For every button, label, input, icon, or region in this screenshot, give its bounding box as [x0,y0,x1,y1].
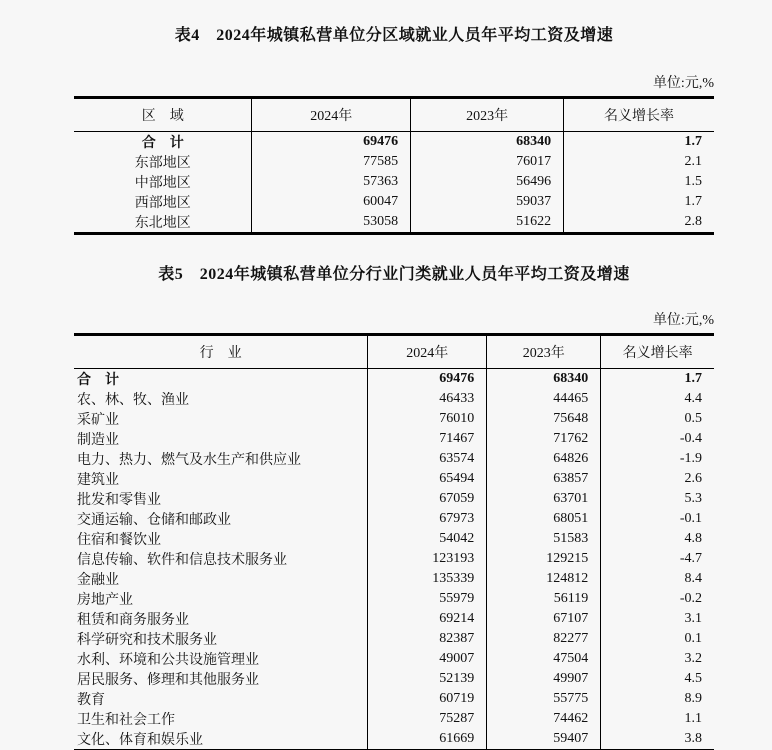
growth-rate-cell: 0.1 [601,629,714,649]
table5-section [74,235,714,750]
table5-column-header-2024: 2024年 [368,335,487,369]
value-2024-cell: 71467 [368,429,487,449]
growth-rate-cell: 1.7 [601,369,714,390]
value-2024-cell: 67059 [368,489,487,509]
row-label-cell: 中部地区 [134,176,191,191]
value-2023-cell: 76017 [411,152,564,172]
table-row [74,389,714,409]
growth-rate-cell: 2.8 [564,212,714,234]
row-label-cell: 批发和零售业 [77,493,161,508]
table4-column-header-growth: 名义增长率 [564,98,714,132]
growth-rate-cell: -4.7 [601,549,714,569]
value-2024-cell: 61669 [368,729,487,750]
table-row [74,409,714,429]
table-row [74,469,714,489]
value-2024-cell: 65494 [368,469,487,489]
growth-rate-cell: 4.4 [601,389,714,409]
table-row [74,509,714,529]
value-2024-cell: 46433 [368,389,487,409]
table-row [74,212,714,234]
value-2024-cell: 77585 [252,152,411,172]
table5-column-header-industry: 行 业 [199,346,242,361]
row-label-cell: 农、林、牧、渔业 [77,393,189,408]
row-label-cell: 东北地区 [134,216,191,231]
value-2023-cell: 59037 [411,192,564,212]
table5-header [74,335,714,369]
value-2024-cell: 75287 [368,709,487,729]
row-label-cell: 房地产业 [77,593,133,608]
growth-rate-cell: -0.2 [601,589,714,609]
row-label-cell: 建筑业 [77,473,119,488]
table4-column-header-region: 区 域 [141,109,184,124]
growth-rate-cell: 1.1 [601,709,714,729]
table-row [74,132,714,153]
table5-column-header-growth: 名义增长率 [601,335,714,369]
row-label-cell: 采矿业 [77,413,119,428]
table4-unit-label: 单位:元,% [652,76,714,91]
table-row [74,589,714,609]
value-2023-cell: 67107 [487,609,601,629]
table-row [74,429,714,449]
value-2023-cell: 63701 [487,489,601,509]
table5-header-row [74,335,714,369]
table-row [74,549,714,569]
value-2023-cell: 47504 [487,649,601,669]
value-2023-cell: 71762 [487,429,601,449]
growth-rate-cell: 3.1 [601,609,714,629]
value-2023-cell: 74462 [487,709,601,729]
table4-column-header-2024: 2024年 [252,98,411,132]
growth-rate-cell: -0.1 [601,509,714,529]
table4-column-header-2023: 2023年 [411,98,564,132]
value-2023-cell: 75648 [487,409,601,429]
value-2024-cell: 67973 [368,509,487,529]
row-label-cell: 水利、环境和公共设施管理业 [77,653,259,668]
table4-header [74,98,714,132]
value-2023-cell: 55775 [487,689,601,709]
row-label-cell: 合 计 [77,373,119,388]
growth-rate-cell: -1.9 [601,449,714,469]
value-2024-cell: 60719 [368,689,487,709]
row-label-cell: 东部地区 [134,156,191,171]
row-label-cell: 信息传输、软件和信息技术服务业 [77,553,287,568]
row-label-cell: 交通运输、仓储和邮政业 [77,513,231,528]
table-row [74,369,714,390]
document-content [74,0,714,750]
growth-rate-cell: 2.6 [601,469,714,489]
growth-rate-cell: 0.5 [601,409,714,429]
value-2023-cell: 56496 [411,172,564,192]
value-2024-cell: 82387 [368,629,487,649]
row-label-cell: 文化、体育和娱乐业 [77,733,203,748]
table-row [74,172,714,192]
growth-rate-cell: 4.8 [601,529,714,549]
table-row [74,629,714,649]
value-2024-cell: 60047 [252,192,411,212]
growth-rate-cell: 1.7 [564,132,714,153]
value-2024-cell: 123193 [368,549,487,569]
table-row [74,669,714,689]
table-row [74,569,714,589]
row-label-cell: 居民服务、修理和其他服务业 [77,673,259,688]
row-label-cell: 合 计 [141,136,184,151]
value-2023-cell: 129215 [487,549,601,569]
table-row [74,529,714,549]
row-label-cell: 金融业 [77,573,119,588]
table-row [74,609,714,629]
table-row [74,649,714,669]
row-label-cell: 电力、热力、燃气及水生产和供应业 [77,453,301,468]
value-2023-cell: 56119 [487,589,601,609]
table-row [74,729,714,750]
row-label-cell: 西部地区 [134,196,191,211]
value-2024-cell: 57363 [252,172,411,192]
table5-body [74,369,714,750]
value-2023-cell: 68051 [487,509,601,529]
value-2024-cell: 55979 [368,589,487,609]
table5-column-header-2023: 2023年 [487,335,601,369]
table4-body [74,132,714,234]
table4-section [74,0,714,235]
row-label-cell: 教育 [77,693,105,708]
value-2024-cell: 53058 [252,212,411,234]
value-2024-cell: 76010 [368,409,487,429]
table-row [74,152,714,172]
value-2024-cell: 54042 [368,529,487,549]
value-2023-cell: 44465 [487,389,601,409]
value-2024-cell: 52139 [368,669,487,689]
growth-rate-cell: 8.4 [601,569,714,589]
growth-rate-cell: 5.3 [601,489,714,509]
table4-header-row [74,98,714,132]
table-row [74,709,714,729]
value-2023-cell: 124812 [487,569,601,589]
value-2023-cell: 49907 [487,669,601,689]
value-2023-cell: 68340 [411,132,564,153]
growth-rate-cell: 2.1 [564,152,714,172]
table5 [74,333,714,750]
table-row [74,192,714,212]
growth-rate-cell: 8.9 [601,689,714,709]
growth-rate-cell: -0.4 [601,429,714,449]
value-2024-cell: 69214 [368,609,487,629]
growth-rate-cell: 3.2 [601,649,714,669]
row-label-cell: 科学研究和技术服务业 [77,633,217,648]
value-2023-cell: 63857 [487,469,601,489]
row-label-cell: 卫生和社会工作 [77,713,175,728]
growth-rate-cell: 1.5 [564,172,714,192]
value-2023-cell: 68340 [487,369,601,390]
value-2023-cell: 82277 [487,629,601,649]
growth-rate-cell: 1.7 [564,192,714,212]
row-label-cell: 制造业 [77,433,119,448]
row-label-cell: 租赁和商务服务业 [77,613,189,628]
growth-rate-cell: 4.5 [601,669,714,689]
value-2024-cell: 69476 [368,369,487,390]
value-2023-cell: 59407 [487,729,601,750]
value-2023-cell: 64826 [487,449,601,469]
table-row [74,489,714,509]
value-2023-cell: 51622 [411,212,564,234]
table-row [74,689,714,709]
table5-title: 表5 2024年城镇私营单位分行业门类就业人员年平均工资及增速 [158,266,630,283]
table4 [74,96,714,235]
table5-unit-label: 单位:元,% [652,313,714,328]
growth-rate-cell: 3.8 [601,729,714,750]
value-2024-cell: 135339 [368,569,487,589]
value-2023-cell: 51583 [487,529,601,549]
value-2024-cell: 49007 [368,649,487,669]
table4-title: 表4 2024年城镇私营单位分区域就业人员年平均工资及增速 [174,27,614,44]
value-2024-cell: 69476 [252,132,411,153]
table-row [74,449,714,469]
row-label-cell: 住宿和餐饮业 [77,533,161,548]
value-2024-cell: 63574 [368,449,487,469]
